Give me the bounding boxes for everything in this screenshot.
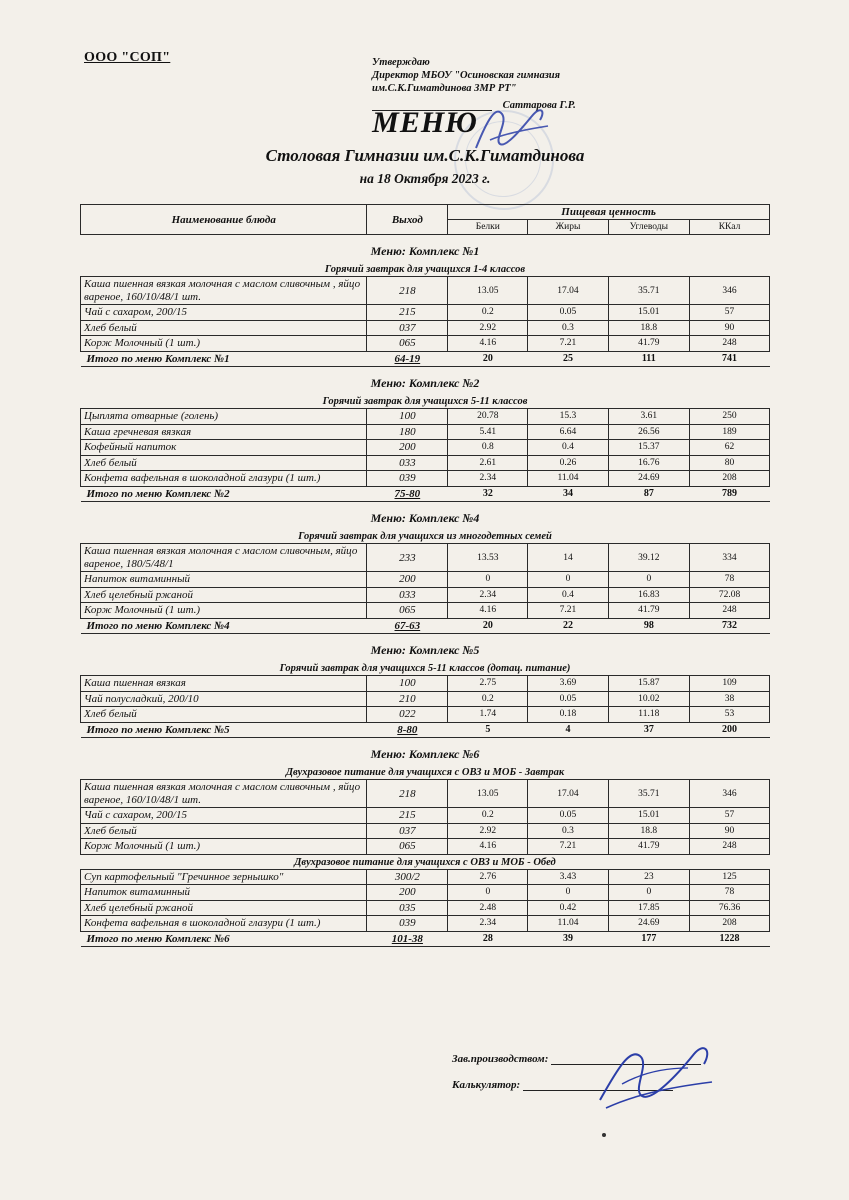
table-row [81,277,770,305]
total-output: 64-19 [367,351,448,367]
calculator-label: Калькулятор: [452,1079,521,1091]
dish-fats: 0.4 [528,440,608,456]
th-fats: Жиры [528,220,608,235]
dish-carbs: 16.76 [608,455,689,471]
dish-kcal: 248 [690,336,770,352]
dish-carbs: 41.79 [608,336,689,352]
dish-carbs: 41.79 [608,603,689,619]
total-output: 67-63 [367,618,448,634]
dish-proteins: 0.8 [448,440,528,456]
dish-name: Напиток витаминный [81,572,367,588]
table-row [81,780,770,808]
dish-output: 039 [367,471,448,487]
dish-carbs: 26.56 [608,424,689,440]
total-carbs: 98 [608,618,689,634]
dish-carbs: 41.79 [608,839,689,855]
dish-output: 100 [367,409,448,425]
total-carbs: 87 [608,486,689,502]
table-header-row [81,205,770,220]
table-row [81,424,770,440]
dish-proteins: 4.16 [448,336,528,352]
dish-proteins: 0.2 [448,808,528,824]
section-subtitle-row-2 [81,854,770,869]
table-row [81,691,770,707]
total-proteins: 28 [448,931,528,947]
total-kcal: 732 [690,618,770,634]
dish-proteins: 2.76 [448,869,528,885]
section-title: Меню: Комплекс №2 [370,376,480,390]
dish-kcal: 78 [690,572,770,588]
table-row [81,808,770,824]
dish-name: Чай с сахаром, 200/15 [81,305,367,321]
section-title: Меню: Комплекс №5 [370,643,480,657]
section-subtitle: Горячий завтрак для учащихся из многодетных семей [81,529,770,544]
dish-carbs: 15.37 [608,440,689,456]
table-row [81,455,770,471]
section-subtitle-row [81,765,770,780]
total-carbs: 37 [608,722,689,738]
dish-proteins: 0 [448,572,528,588]
dish-output: 065 [367,336,448,352]
dish-fats: 6.64 [528,424,608,440]
dish-carbs: 0 [608,572,689,588]
dish-output: 218 [367,780,448,808]
total-carbs: 177 [608,931,689,947]
total-proteins: 20 [448,351,528,367]
dish-proteins: 13.53 [448,544,528,572]
dish-carbs: 18.8 [608,823,689,839]
dish-fats: 11.04 [528,916,608,932]
dish-name: Корж Молочный (1 шт.) [81,336,367,352]
dish-fats: 7.21 [528,603,608,619]
dish-proteins: 2.61 [448,455,528,471]
dish-proteins: 2.34 [448,916,528,932]
menu-sheet [72,38,778,1148]
total-fats: 25 [528,351,608,367]
dish-kcal: 72.08 [690,587,770,603]
dish-name: Каша пшенная вязкая молочная с маслом сливочным , яйцо вареное, 160/10/48/1 шт. [81,780,367,808]
table-row [81,839,770,855]
approval-director-line2: им.С.К.Гиматдинова ЗМР РТ" [372,83,517,94]
dish-output: 180 [367,424,448,440]
dish-kcal: 334 [690,544,770,572]
dish-kcal: 57 [690,808,770,824]
dish-carbs: 17.85 [608,900,689,916]
dish-kcal: 125 [690,869,770,885]
section-total-row [81,486,770,502]
page-subtitle: Столовая Гимназии им.С.К.Гиматдинова [265,146,585,165]
total-label: Итого по меню Комплекс №5 [81,722,367,738]
dish-kcal: 90 [690,823,770,839]
table-row [81,676,770,692]
dish-carbs: 16.83 [608,587,689,603]
dish-kcal: 208 [690,471,770,487]
table-row [81,707,770,723]
dish-output: 039 [367,916,448,932]
dish-fats: 17.04 [528,780,608,808]
total-kcal: 741 [690,351,770,367]
production-head-label: Зав.производством: [452,1053,549,1065]
dish-fats: 0.05 [528,691,608,707]
dish-name: Каша гречневая вязкая [81,424,367,440]
dish-kcal: 90 [690,320,770,336]
dish-kcal: 208 [690,916,770,932]
dish-proteins: 2.48 [448,900,528,916]
total-kcal: 1228 [690,931,770,947]
th-dish-name: Наименование блюда [81,205,367,235]
total-label: Итого по меню Комплекс №6 [81,931,367,947]
dish-carbs: 39.12 [608,544,689,572]
dish-output: 037 [367,823,448,839]
dish-proteins: 0 [448,885,528,901]
dish-name: Хлеб белый [81,455,367,471]
section-title: Меню: Комплекс №4 [370,511,480,525]
table-row [81,471,770,487]
table-row [81,916,770,932]
dish-kcal: 62 [690,440,770,456]
dish-carbs: 35.71 [608,780,689,808]
dish-carbs: 18.8 [608,320,689,336]
page-mark-dot [602,1133,606,1137]
dish-output: 233 [367,544,448,572]
dish-carbs: 24.69 [608,471,689,487]
dish-fats: 3.43 [528,869,608,885]
section-title-row [81,738,770,766]
dish-fats: 0.05 [528,305,608,321]
th-carbs: Углеводы [608,220,689,235]
section-subtitle: Горячий завтрак для учащихся 5-11 классов [81,394,770,409]
dish-kcal: 80 [690,455,770,471]
dish-fats: 15.3 [528,409,608,425]
dish-name: Чай полусладкий, 200/10 [81,691,367,707]
dish-output: 065 [367,839,448,855]
dish-name: Хлеб целебный ржаной [81,587,367,603]
menu-date: на 18 Октября 2023 г. [359,171,491,186]
dish-fats: 0.26 [528,455,608,471]
dish-proteins: 5.41 [448,424,528,440]
dish-name: Кофейный напиток [81,440,367,456]
dish-name: Хлеб целебный ржаной [81,900,367,916]
dish-output: 215 [367,305,448,321]
dish-kcal: 189 [690,424,770,440]
dish-fats: 14 [528,544,608,572]
dish-fats: 0.4 [528,587,608,603]
approval-block [372,56,702,95]
footer-signature-scribble [592,1038,722,1118]
section-title-row [81,502,770,530]
dish-fats: 17.04 [528,277,608,305]
total-label: Итого по меню Комплекс №1 [81,351,367,367]
dish-output: 022 [367,707,448,723]
dish-fats: 0.3 [528,823,608,839]
dish-fats: 7.21 [528,336,608,352]
dish-proteins: 0.2 [448,691,528,707]
dish-proteins: 2.34 [448,471,528,487]
dish-name: Корж Молочный (1 шт.) [81,603,367,619]
total-label: Итого по меню Комплекс №2 [81,486,367,502]
dish-output: 035 [367,900,448,916]
dish-kcal: 57 [690,305,770,321]
section-subtitle-row [81,661,770,676]
dish-kcal: 38 [690,691,770,707]
signer-name: Саттарова Г.Р. [502,100,576,111]
section-subtitle-row [81,529,770,544]
dish-output: 200 [367,885,448,901]
th-proteins: Белки [448,220,528,235]
dish-name: Чай с сахаром, 200/15 [81,808,367,824]
organization-name: ООО "СОП" [84,50,171,65]
total-fats: 34 [528,486,608,502]
dish-output: 037 [367,320,448,336]
dish-fats: 7.21 [528,839,608,855]
total-kcal: 200 [690,722,770,738]
dish-proteins: 2.92 [448,823,528,839]
th-kcal: ККал [690,220,770,235]
dish-proteins: 2.75 [448,676,528,692]
dish-carbs: 23 [608,869,689,885]
dish-proteins: 4.16 [448,839,528,855]
table-row [81,603,770,619]
dish-name: Хлеб белый [81,707,367,723]
dish-name: Цыплята отварные (голень) [81,409,367,425]
dish-kcal: 76.36 [690,900,770,916]
table-row [81,305,770,321]
total-proteins: 32 [448,486,528,502]
total-carbs: 111 [608,351,689,367]
dish-name: Каша пшенная вязкая молочная с маслом сливочным , яйцо вареное, 160/10/48/1 шт. [81,277,367,305]
dish-name: Хлеб белый [81,823,367,839]
dish-name: Корж Молочный (1 шт.) [81,839,367,855]
table-row [81,544,770,572]
section-total-row [81,722,770,738]
dish-proteins: 2.34 [448,587,528,603]
dish-kcal: 346 [690,780,770,808]
section-subtitle: Двухразовое питание для учащихся с ОВЗ и МОБ - Завтрак [81,765,770,780]
section-subtitle-2: Двухразовое питание для учащихся с ОВЗ и МОБ - Обед [81,854,770,869]
dish-output: 218 [367,277,448,305]
dish-name: Каша пшенная вязкая молочная с маслом сливочным, яйцо вареное, 180/5/48/1 [81,544,367,572]
dish-carbs: 24.69 [608,916,689,932]
dish-kcal: 346 [690,277,770,305]
section-subtitle: Горячий завтрак для учащихся 5-11 классов (дотац. питание) [81,661,770,676]
dish-kcal: 109 [690,676,770,692]
section-subtitle-row [81,394,770,409]
section-total-row [81,351,770,367]
total-label: Итого по меню Комплекс №4 [81,618,367,634]
dish-kcal: 248 [690,603,770,619]
section-title-row [81,634,770,662]
th-nutrition: Пищевая ценность [448,205,770,220]
table-row [81,572,770,588]
section-title-row [81,367,770,395]
dish-proteins: 13.05 [448,780,528,808]
section-title-row [81,235,770,263]
dish-proteins: 2.92 [448,320,528,336]
dish-proteins: 20.78 [448,409,528,425]
dish-fats: 0 [528,572,608,588]
table-row [81,336,770,352]
total-output: 101-38 [367,931,448,947]
dish-output: 200 [367,440,448,456]
dish-proteins: 4.16 [448,603,528,619]
total-fats: 22 [528,618,608,634]
dish-name: Хлеб белый [81,320,367,336]
dish-kcal: 248 [690,839,770,855]
dish-carbs: 3.61 [608,409,689,425]
dish-carbs: 15.87 [608,676,689,692]
menu-table [80,204,770,947]
dish-name: Каша пшенная вязкая [81,676,367,692]
dish-output: 210 [367,691,448,707]
table-row [81,885,770,901]
table-row [81,440,770,456]
dish-output: 033 [367,455,448,471]
dish-carbs: 15.01 [608,305,689,321]
table-row [81,320,770,336]
table-row [81,823,770,839]
dish-fats: 11.04 [528,471,608,487]
section-subtitle: Горячий завтрак для учащихся 1-4 классов [81,262,770,277]
total-fats: 4 [528,722,608,738]
total-proteins: 20 [448,618,528,634]
total-kcal: 789 [690,486,770,502]
dish-fats: 3.69 [528,676,608,692]
dish-fats: 0.42 [528,900,608,916]
dish-kcal: 78 [690,885,770,901]
dish-output: 300/2 [367,869,448,885]
dish-output: 065 [367,603,448,619]
dish-carbs: 10.02 [608,691,689,707]
dish-name: Конфета вафельная в шоколадной глазури (1 шт.) [81,916,367,932]
total-fats: 39 [528,931,608,947]
table-row [81,409,770,425]
section-title: Меню: Комплекс №6 [370,747,480,761]
dish-proteins: 1.74 [448,707,528,723]
dish-output: 100 [367,676,448,692]
dish-fats: 0.18 [528,707,608,723]
dish-proteins: 0.2 [448,305,528,321]
dish-fats: 0.3 [528,320,608,336]
table-row [81,869,770,885]
dish-output: 215 [367,808,448,824]
section-total-row [81,618,770,634]
dish-carbs: 15.01 [608,808,689,824]
table-row [81,587,770,603]
dish-fats: 0 [528,885,608,901]
dish-output: 033 [367,587,448,603]
total-output: 75-80 [367,486,448,502]
total-output: 8-80 [367,722,448,738]
approval-label: Утверждаю [372,57,430,68]
dish-carbs: 0 [608,885,689,901]
dish-carbs: 35.71 [608,277,689,305]
th-output: Выход [367,205,448,235]
total-proteins: 5 [448,722,528,738]
dish-fats: 0.05 [528,808,608,824]
approval-director-line1: Директор МБОУ "Осиновская гимназия [372,70,561,81]
dish-kcal: 53 [690,707,770,723]
dish-name: Напиток витаминный [81,885,367,901]
dish-output: 200 [367,572,448,588]
dish-name: Конфета вафельная в шоколадной глазури (1 шт.) [81,471,367,487]
section-total-row [81,931,770,947]
dish-kcal: 250 [690,409,770,425]
section-title: Меню: Комплекс №1 [370,244,480,258]
dish-carbs: 11.18 [608,707,689,723]
page-title: МЕНЮ [372,106,478,139]
dish-name: Суп картофельный "Гречинное зернышко" [81,869,367,885]
dish-proteins: 13.05 [448,277,528,305]
table-row [81,900,770,916]
section-subtitle-row [81,262,770,277]
